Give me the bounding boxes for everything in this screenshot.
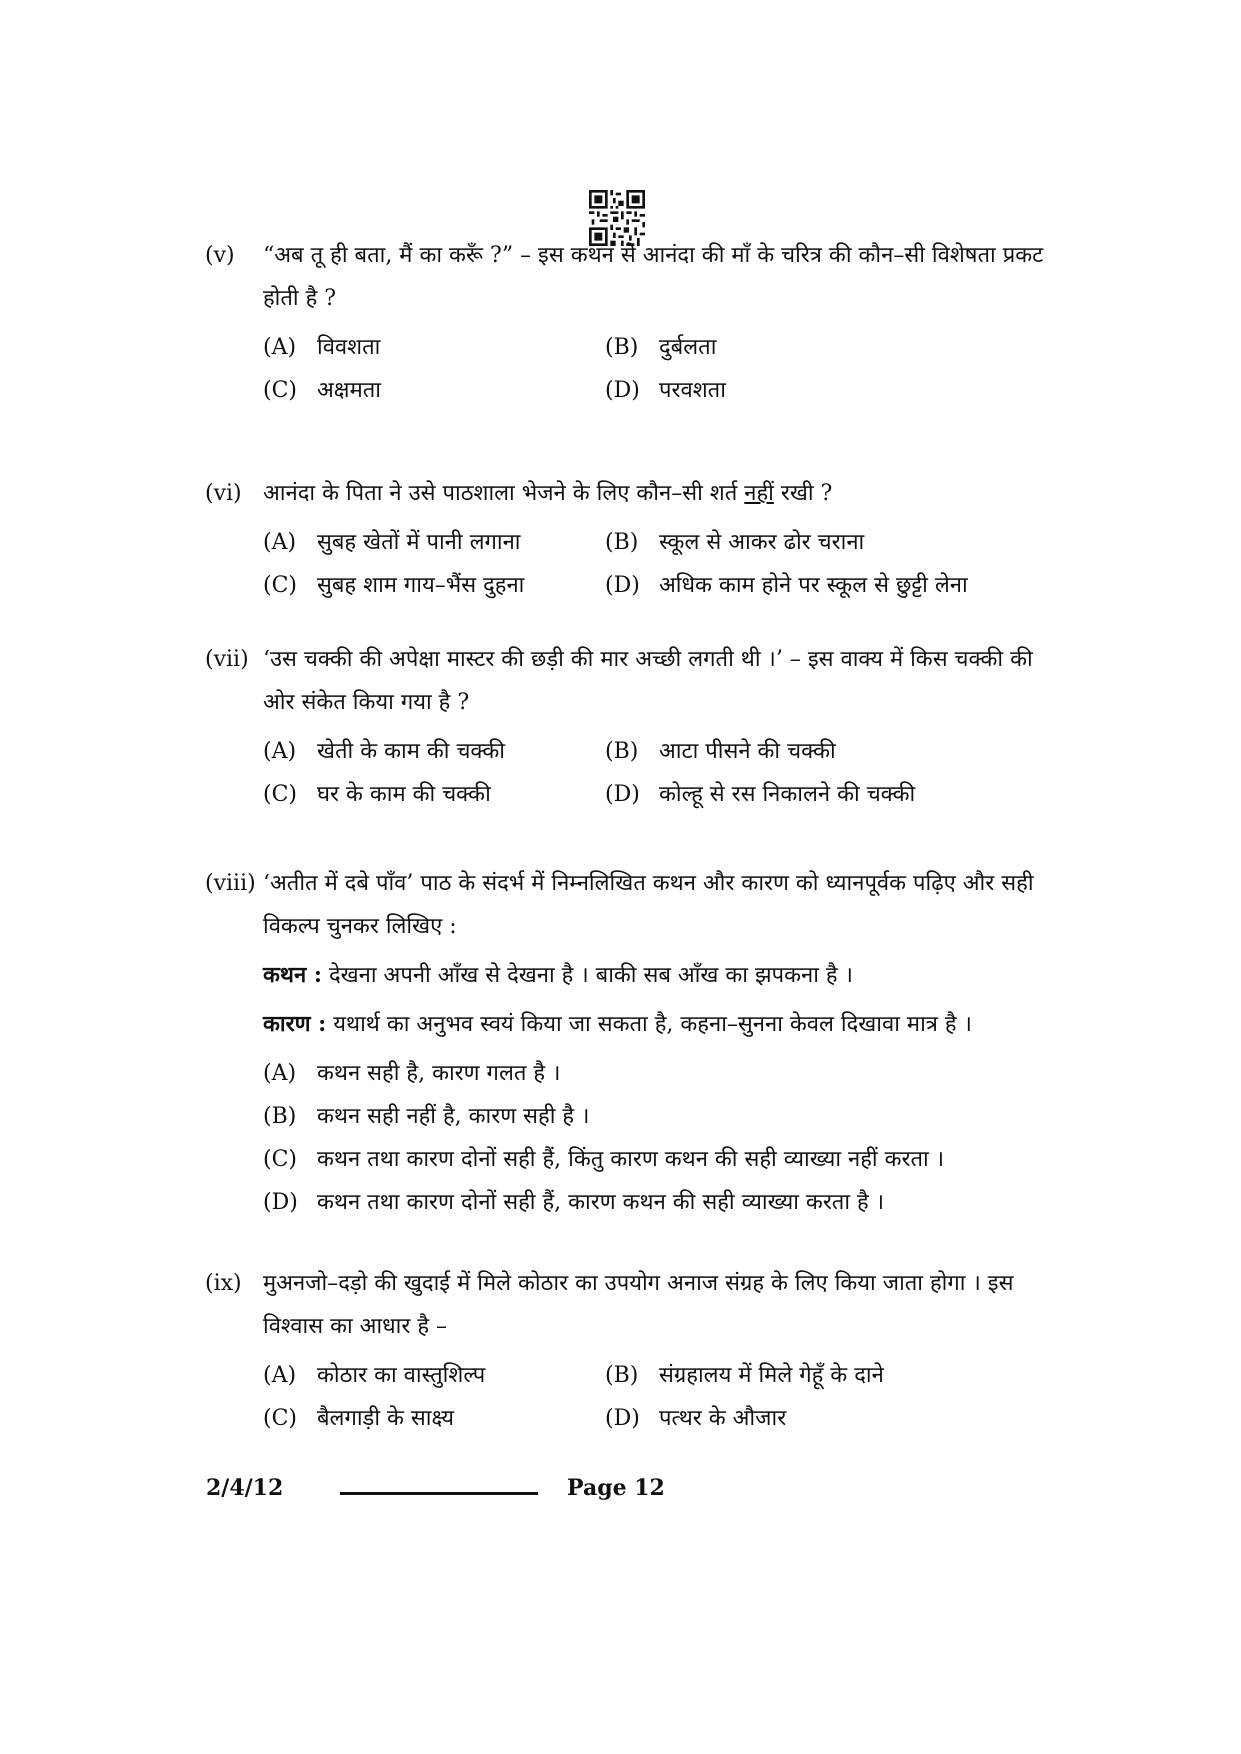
option-d: (D) अधिक काम होने पर स्कूल से छुट्टी लेना: [605, 573, 968, 598]
option-a: (A) कोठार का वास्तुशिल्प: [263, 1363, 486, 1388]
paper-code: 2/4/12: [206, 1475, 284, 1501]
option-c: (C) सुबह शाम गाय–भैंस दुहना: [263, 573, 525, 598]
option-d: (D) पत्थर के औजार: [605, 1406, 787, 1431]
option-d: (D) कथन तथा कारण दोनों सही हैं, कारण कथन की सही व्याख्या करता है ।: [263, 1190, 885, 1215]
options-list: [263, 1354, 1045, 1440]
question-number: (viii): [205, 871, 256, 896]
question-v: [205, 234, 1045, 412]
question-number: (v): [205, 243, 235, 268]
option-a: (A) विवशता: [263, 335, 381, 360]
question-stem: “अब तू ही बता, मैं का करूँ ?” – इस कथन से आनंदा की माँ के चरित्र की कौन–सी विशेषता प्रकट होती है ?: [263, 243, 1044, 311]
question-stem: मुअनजो–दड़ो की खुदाई में मिले कोठार का उपयोग अनाज संग्रह के लिए किया जाता होगा । इस विश्वास का आधार है –: [263, 1271, 1014, 1339]
option-c: (C) अक्षमता: [263, 378, 381, 403]
question-vii: [205, 638, 1045, 816]
negation-emphasis: नहीं: [744, 481, 774, 506]
option-b: (B) संग्रहालय में मिले गेहूँ के दाने: [605, 1363, 884, 1388]
option-a: (A) खेती के काम की चक्की: [263, 739, 506, 764]
option-b: (B) आटा पीसने की चक्की: [605, 739, 836, 764]
question-stem: ‘उस चक्की की अपेक्षा मास्टर की छड़ी की मार अच्छी लगती थी ।’ – इस वाक्य में किस चक्की की ओर संकेत किया गया है ?: [263, 647, 1033, 715]
question-number: (vii): [205, 647, 249, 672]
question-viii: [205, 862, 1045, 1224]
footer-rule: [340, 1492, 538, 1495]
assertion-line: कथन : देखना अपनी आँख से देखना है । बाकी सब आँख का झपकना है ।: [263, 962, 853, 988]
option-c: (C) बैलगाड़ी के साक्ष्य: [263, 1406, 455, 1431]
options-list: [263, 326, 1045, 412]
option-b: (B) दुर्बलता: [605, 335, 717, 360]
question-vi: [205, 472, 1045, 607]
option-c: (C) घर के काम की चक्की: [263, 782, 491, 807]
option-a: (A) सुबह खेतों में पानी लगाना: [263, 530, 521, 555]
question-stem: आनंदा के पिता ने उसे पाठशाला भेजने के लिए कौन–सी शर्त नहीं रखी ?: [263, 481, 833, 506]
option-d: (D) परवशता: [605, 378, 726, 403]
question-number: (vi): [205, 481, 242, 506]
options-list: [263, 521, 1045, 607]
option-d: (D) कोल्हू से रस निकालने की चक्की: [605, 782, 916, 807]
reason-line: कारण : यथार्थ का अनुभव स्वयं किया जा सकता है, कहना–सुनना केवल दिखावा मात्र है ।: [263, 1011, 972, 1037]
option-b: (B) स्कूल से आकर ढोर चराना: [605, 530, 865, 555]
question-stem: ‘अतीत में दबे पाँव’ पाठ के संदर्भ में निम्नलिखित कथन और कारण को ध्यानपूर्वक पढ़िए और सही विकल्प चुनकर लिखिए :: [263, 871, 1034, 939]
option-a: (A) कथन सही है, कारण गलत है ।: [263, 1061, 561, 1086]
question-number: (ix): [205, 1271, 242, 1296]
options-list: [263, 1052, 1045, 1224]
question-ix: [205, 1262, 1045, 1440]
option-b: (B) कथन सही नहीं है, कारण सही है ।: [263, 1104, 590, 1129]
option-c: (C) कथन तथा कारण दोनों सही हैं, किंतु कारण कथन की सही व्याख्या नहीं करता ।: [263, 1147, 945, 1172]
page-number: Page 12: [567, 1475, 665, 1501]
options-list: [263, 730, 1045, 816]
